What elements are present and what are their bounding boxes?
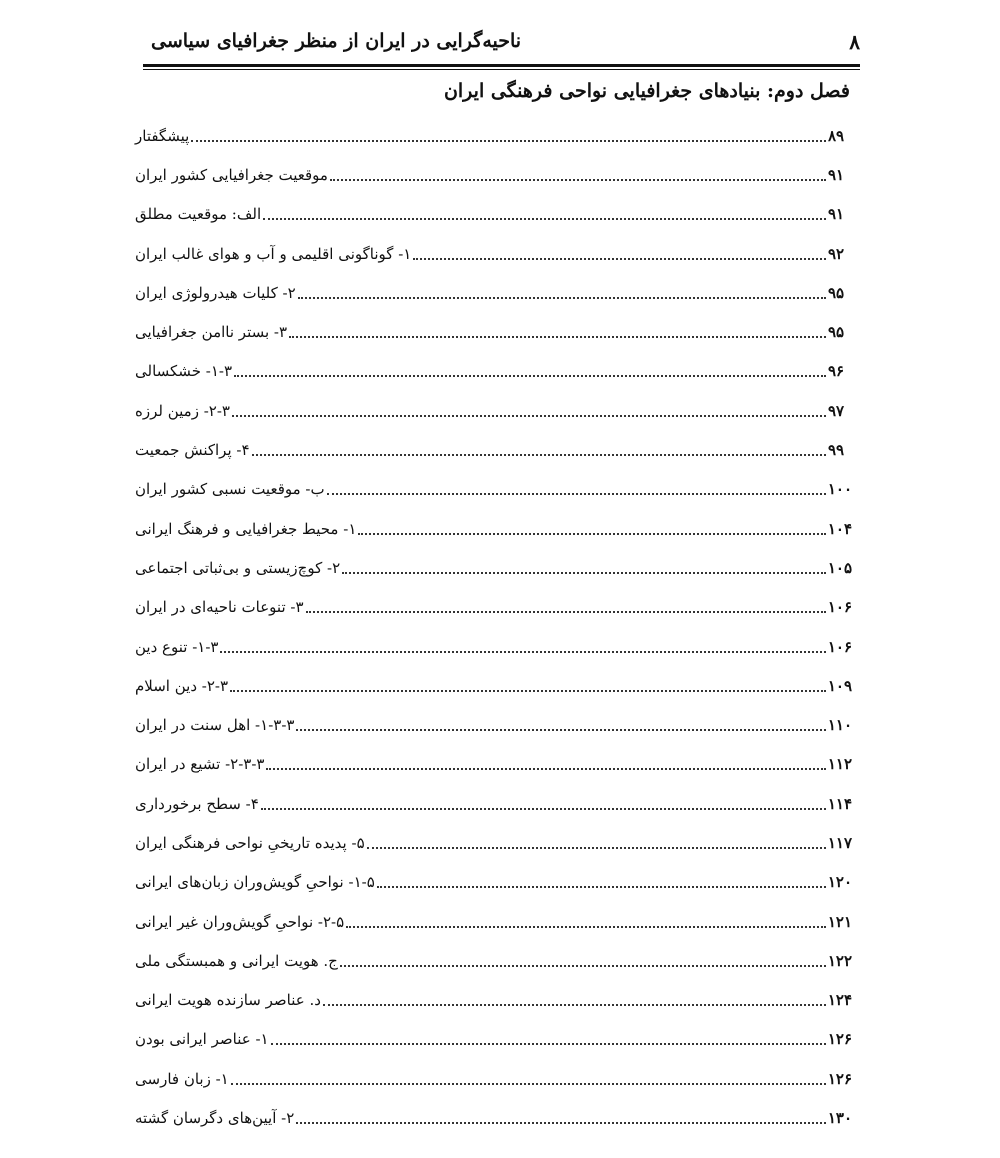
toc-entry-title: ۲-۳- دین اسلام [135,676,229,695]
toc-entry [135,823,852,862]
toc-entry-title: پیشگفتار [135,126,190,145]
toc-entry-title: ۲-۵- نواحیِ گویش‌وران غیر ایرانی [135,912,345,931]
toc-entry-page-number: ۱۱۴ [827,794,852,813]
toc-entry-title: ۲-۳-۳- تشیع در ایران [135,755,265,774]
toc-entry [135,1020,852,1059]
dot-leader [296,1122,826,1124]
toc-entry [135,430,852,469]
table-of-contents [135,116,852,1138]
toc-entry [135,195,852,234]
toc-entry-title: ۲- آیین‌های دگرسان گشته [135,1109,295,1128]
toc-entry-title: موقعیت جغرافیایی کشور ایران [135,165,328,184]
header-rule-thin [143,69,860,70]
toc-entry-page-number: ۹۶ [828,362,845,381]
toc-entry-title: ۱-۳- تنوع دین [135,637,219,656]
dot-leader [306,611,826,613]
toc-entry-page-number: ۱۲۲ [827,951,852,970]
toc-entry [135,1098,852,1137]
toc-entry [135,863,852,902]
dot-leader [263,218,826,220]
toc-entry [135,784,852,823]
dot-leader [340,965,826,967]
toc-entry [135,470,852,509]
toc-entry-title: ۱-۳-۳- اهل سنت در ایران [135,716,295,735]
dot-leader [413,258,826,260]
page-number: ۸ [849,30,860,54]
toc-entry [135,312,852,351]
toc-entry-title: الف: موقعیت مطلق [135,205,262,224]
dot-leader [377,886,826,888]
toc-entry [135,509,852,548]
toc-entry-page-number: ۱۳۰ [827,1109,852,1128]
chapter-title: فصل دوم: بنیادهای جغرافیایی نواحی فرهنگی ایران [443,80,850,102]
toc-entry [135,391,852,430]
toc-entry-page-number: ۱۱۰ [827,716,852,735]
toc-entry [135,666,852,705]
toc-entry-page-number: ۱۰۵ [827,558,852,577]
toc-entry [135,705,852,744]
toc-entry [135,588,852,627]
dot-leader [342,572,826,574]
toc-entry-page-number: ۱۲۶ [827,1030,852,1049]
toc-entry-title: ۱- محیط جغرافیایی و فرهنگ ایرانی [135,519,357,538]
toc-entry-title: ۴- سطح برخورداری [135,794,259,813]
dot-leader [234,375,826,377]
toc-entry-page-number: ۹۵ [828,323,845,342]
dot-leader [327,493,826,495]
dot-leader [220,651,825,653]
dot-leader [330,179,826,181]
toc-entry [135,352,852,391]
toc-entry-title: ۵- پدیده تاریخیِ نواحی فرهنگی ایران [135,833,365,852]
dot-leader [323,1004,826,1006]
toc-entry [135,273,852,312]
toc-entry [135,941,852,980]
toc-entry-title: ۲-۳- زمین لرزه [135,401,230,420]
toc-entry [135,627,852,666]
dot-leader [271,1043,826,1045]
toc-entry-title: ب- موقعیت نسبی کشور ایران [135,480,325,499]
toc-entry-page-number: ۱۰۴ [827,519,852,538]
dot-leader [346,926,826,928]
toc-entry-page-number: ۱۱۲ [827,755,852,774]
toc-entry-title: ۱-۵- نواحیِ گویش‌وران زبان‌های ایرانی [135,873,375,892]
toc-entry-title: ۱-۳- خشکسالی [135,362,232,381]
toc-entry [135,234,852,273]
dot-leader [252,454,826,456]
toc-entry-page-number: ۹۵ [828,283,845,302]
dot-leader [298,297,826,299]
toc-entry-page-number: ۹۷ [828,401,845,420]
toc-entry-title: ۱- گوناگونی اقلیمی و آب و هوای غالب ایران [135,244,412,263]
toc-entry-title: ۱- عناصر ایرانی بودن [135,1030,269,1049]
toc-entry-title: ۳- تنوعات ناحیه‌ای در ایران [135,598,304,617]
toc-entry-page-number: ۹۲ [828,244,845,263]
dot-leader [261,808,826,810]
running-title: ناحیه‌گرایی در ایران از منظر جغرافیای سیاسی [151,30,522,52]
dot-leader [266,768,825,770]
toc-entry-title: ۲- کوچ‌زیستی و بی‌ثباتی اجتماعی [135,558,341,577]
toc-entry-title: ۴- پراکنش جمعیت [135,441,250,460]
dot-leader [296,729,825,731]
dot-leader [367,847,826,849]
header-rule-thick [143,64,860,67]
toc-entry-page-number: ۱۲۱ [827,912,852,931]
toc-entry-page-number: ۱۱۷ [827,833,852,852]
toc-entry-title: ۳- بستر ناامن جغرافیایی [135,323,288,342]
toc-entry-page-number: ۱۲۴ [827,991,852,1010]
toc-entry-page-number: ۱۲۶ [827,1069,852,1088]
page-header [143,26,860,62]
toc-entry-title: ۲- کلیات هیدرولوژی ایران [135,283,296,302]
toc-entry [135,548,852,587]
toc-entry [135,116,852,155]
toc-entry [135,902,852,941]
toc-entry-page-number: ۱۰۰ [827,480,852,499]
dot-leader [230,690,826,692]
toc-entry [135,981,852,1020]
toc-entry-page-number: ۹۱ [828,205,845,224]
toc-entry-title: ج. هویت ایرانی و همبستگی ملی [135,951,338,970]
toc-entry-page-number: ۱۲۰ [827,873,852,892]
toc-entry-title: د. عناصر سازنده هویت ایرانی [135,991,321,1010]
toc-entry [135,155,852,194]
dot-leader [231,1083,826,1085]
toc-entry-page-number: ۸۹ [828,126,845,145]
toc-entry [135,745,852,784]
toc-entry [135,1059,852,1098]
dot-leader [191,140,826,142]
dot-leader [289,336,826,338]
toc-entry-page-number: ۱۰۶ [827,598,852,617]
toc-entry-page-number: ۱۰۶ [827,637,852,656]
toc-entry-page-number: ۹۹ [828,441,845,460]
toc-entry-page-number: ۱۰۹ [827,676,852,695]
dot-leader [232,415,826,417]
toc-entry-title: ۱- زبان فارسی [135,1069,229,1088]
toc-entry-page-number: ۹۱ [828,165,845,184]
dot-leader [358,533,825,535]
